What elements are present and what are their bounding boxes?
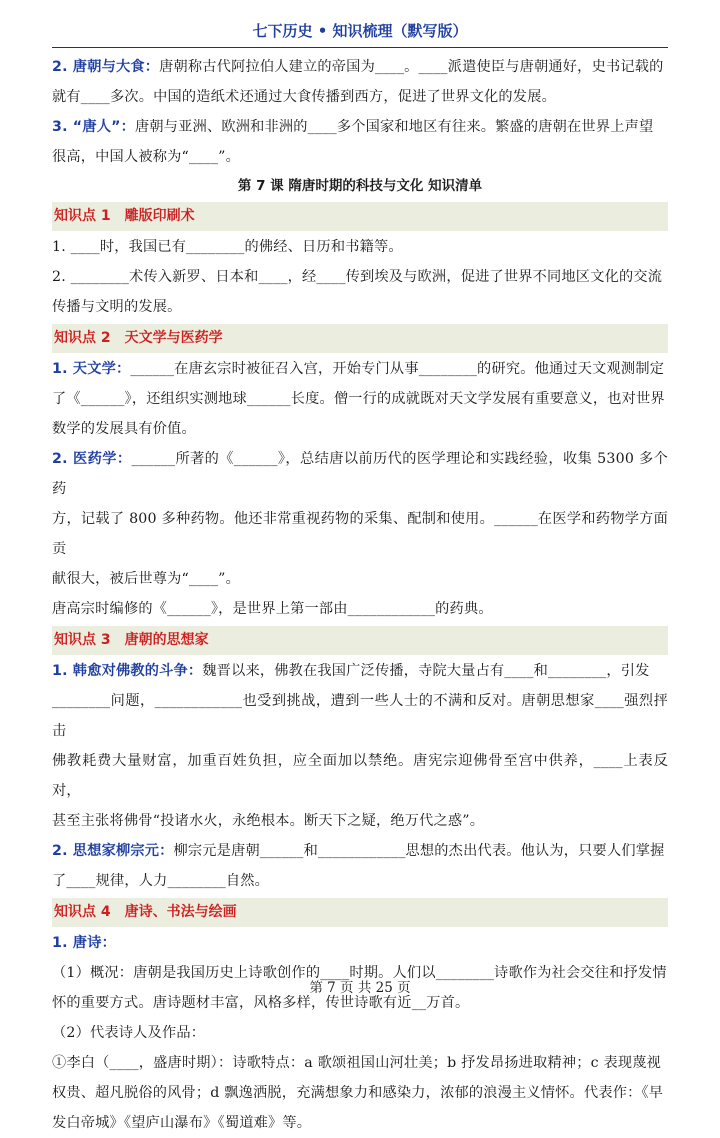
- kp1-item-2-cont: 传播与文明的发展。: [52, 299, 182, 315]
- kp4-item-poetry: [52, 928, 668, 958]
- kp3-hanyu-cont: ________问题，____________也受到挑战，遭到一些人士的不满和反对。唐朝思想家____强烈抨击: [52, 693, 668, 739]
- section-name: 雕版印刷术: [124, 208, 195, 224]
- kp2-astronomy-cont: 了《______》，还组织实测地球______长度。僧一行的成就既对天文学发展有重要意义，也对世界: [52, 391, 665, 407]
- kp4-libai-cont: 权贵、超凡脱俗的风骨；d 飘逸洒脱，充满想象力和感染力，浓郁的浪漫主义情怀。代表作：《早: [52, 1085, 664, 1101]
- kp4-libai: ①李白（____，盛唐时期）：诗歌特点：a 歌颂祖国山河壮美；b 抒发昂扬进取精神；c 表现蔑视: [52, 1055, 662, 1071]
- kp4-poets-heading: （2）代表诗人及作品：: [52, 1025, 206, 1041]
- prev-item-2-cont: 就有____多次。中国的造纸术还通过大食传播到西方，促进了世界文化的发展。: [52, 89, 556, 105]
- section-name: 天文学与医药学: [124, 330, 223, 346]
- item-text: ______在唐玄宗时被征召入宫，开始专门从事________的研究。他通过天文观测制定: [130, 361, 665, 377]
- section-heading-kp1: [52, 202, 668, 231]
- header-divider: [52, 47, 668, 48]
- kp3-hanyu-cont: 甚至主张将佛骨“投诸水火，永绝根本。断天下之疑，绝万代之惑”。: [52, 813, 485, 829]
- item-label: 1. 韩愈对佛教的斗争：: [52, 663, 203, 679]
- section-name: 唐诗、书法与绘画: [124, 904, 237, 920]
- kp3-hanyu-cont: 佛教耗费大量财富，加重百姓负担，应全面加以禁绝。唐宪宗迎佛骨至宫中供养，____上表反对，: [52, 753, 668, 799]
- section-number: 知识点 2: [54, 330, 111, 346]
- kp4-poetry-overview: （1）概况：唐朝是我国历史上诗歌创作的____时期。人们以________诗歌作为社会交往和抒发情: [52, 965, 667, 981]
- item-text: 柳宗元是唐朝______和____________思想的杰出代表。他认为，只要人们掌握: [173, 843, 665, 859]
- prev-item-2: [52, 52, 668, 82]
- kp4-libai-cont: 发白帝城》《望庐山瀑布》《蜀道难》等。: [52, 1115, 312, 1131]
- item-text: ______所著的《______》，总结唐以前历代的医学理论和实践经验，收集 5300 多个药: [52, 451, 668, 497]
- section-heading-kp4: [52, 898, 668, 927]
- kp1-item-2: 2. ________术传入新罗、日本和____，经____传到埃及与欧洲，促进了世界不同地区文化的交流: [52, 269, 663, 285]
- kp1-item-1: 1. ____时，我国已有________的佛经、日历和书籍等。: [52, 239, 403, 255]
- item-text: 唐朝与亚洲、欧洲和非洲的____多个国家和地区有往来。繁盛的唐朝在世界上声望: [135, 119, 654, 135]
- section-number: 知识点 4: [54, 904, 111, 920]
- page-footer: 第 7 页 共 25 页: [309, 980, 411, 996]
- section-number: 知识点 1: [54, 208, 111, 224]
- prev-item-3: [52, 112, 668, 142]
- item-label: 2. 唐朝与大食：: [52, 59, 160, 75]
- item-label: 1. 唐诗：: [52, 935, 116, 951]
- kp2-pharmacopoeia: 唐高宗时编修的《______》，是世界上第一部由____________的药典。: [52, 601, 493, 617]
- kp3-item-liuzongyuan: [52, 836, 668, 866]
- item-label: 2. 思想家柳宗元：: [52, 843, 174, 859]
- item-label: 3. “唐人”：: [52, 119, 136, 135]
- lesson-title: 第 7 课 隋唐时期的科技与文化 知识清单: [237, 178, 483, 194]
- kp2-medicine-cont: 献很大，被后世尊为“____”。: [52, 571, 240, 587]
- section-heading-kp2: [52, 324, 668, 353]
- kp3-liuzongyuan-cont: 了____规律，人力________自然。: [52, 873, 270, 889]
- item-text: 唐朝称古代阿拉伯人建立的帝国为____。____派遣使臣与唐朝通好，史书记载的: [159, 59, 664, 75]
- page-header-title: 七下历史 • 知识梳理（默写版）: [252, 22, 468, 40]
- kp2-medicine-cont: 方，记载了 800 多种药物。他还非常重视药物的采集、配制和使用。______在医学和药物学方面贡: [52, 511, 668, 557]
- prev-item-3-cont: 很高，中国人被称为“____”。: [52, 149, 240, 165]
- section-number: 知识点 3: [54, 632, 111, 648]
- kp2-item-astronomy: [52, 354, 668, 384]
- kp3-item-hanyu: [52, 656, 668, 686]
- kp4-poetry-overview-cont: 怀的重要方式。唐诗题材丰富，风格多样，传世诗歌有近__万首。: [52, 995, 470, 1011]
- kp2-astronomy-cont: 数学的发展具有价值。: [52, 421, 196, 437]
- section-name: 唐朝的思想家: [124, 632, 209, 648]
- kp2-item-medicine: [52, 444, 668, 504]
- item-label: 2. 医药学：: [52, 451, 132, 467]
- section-heading-kp3: [52, 626, 668, 655]
- item-label: 1. 天文学：: [52, 361, 131, 377]
- item-text: 魏晋以来，佛教在我国广泛传播，寺院大量占有____和________，引发: [202, 663, 650, 679]
